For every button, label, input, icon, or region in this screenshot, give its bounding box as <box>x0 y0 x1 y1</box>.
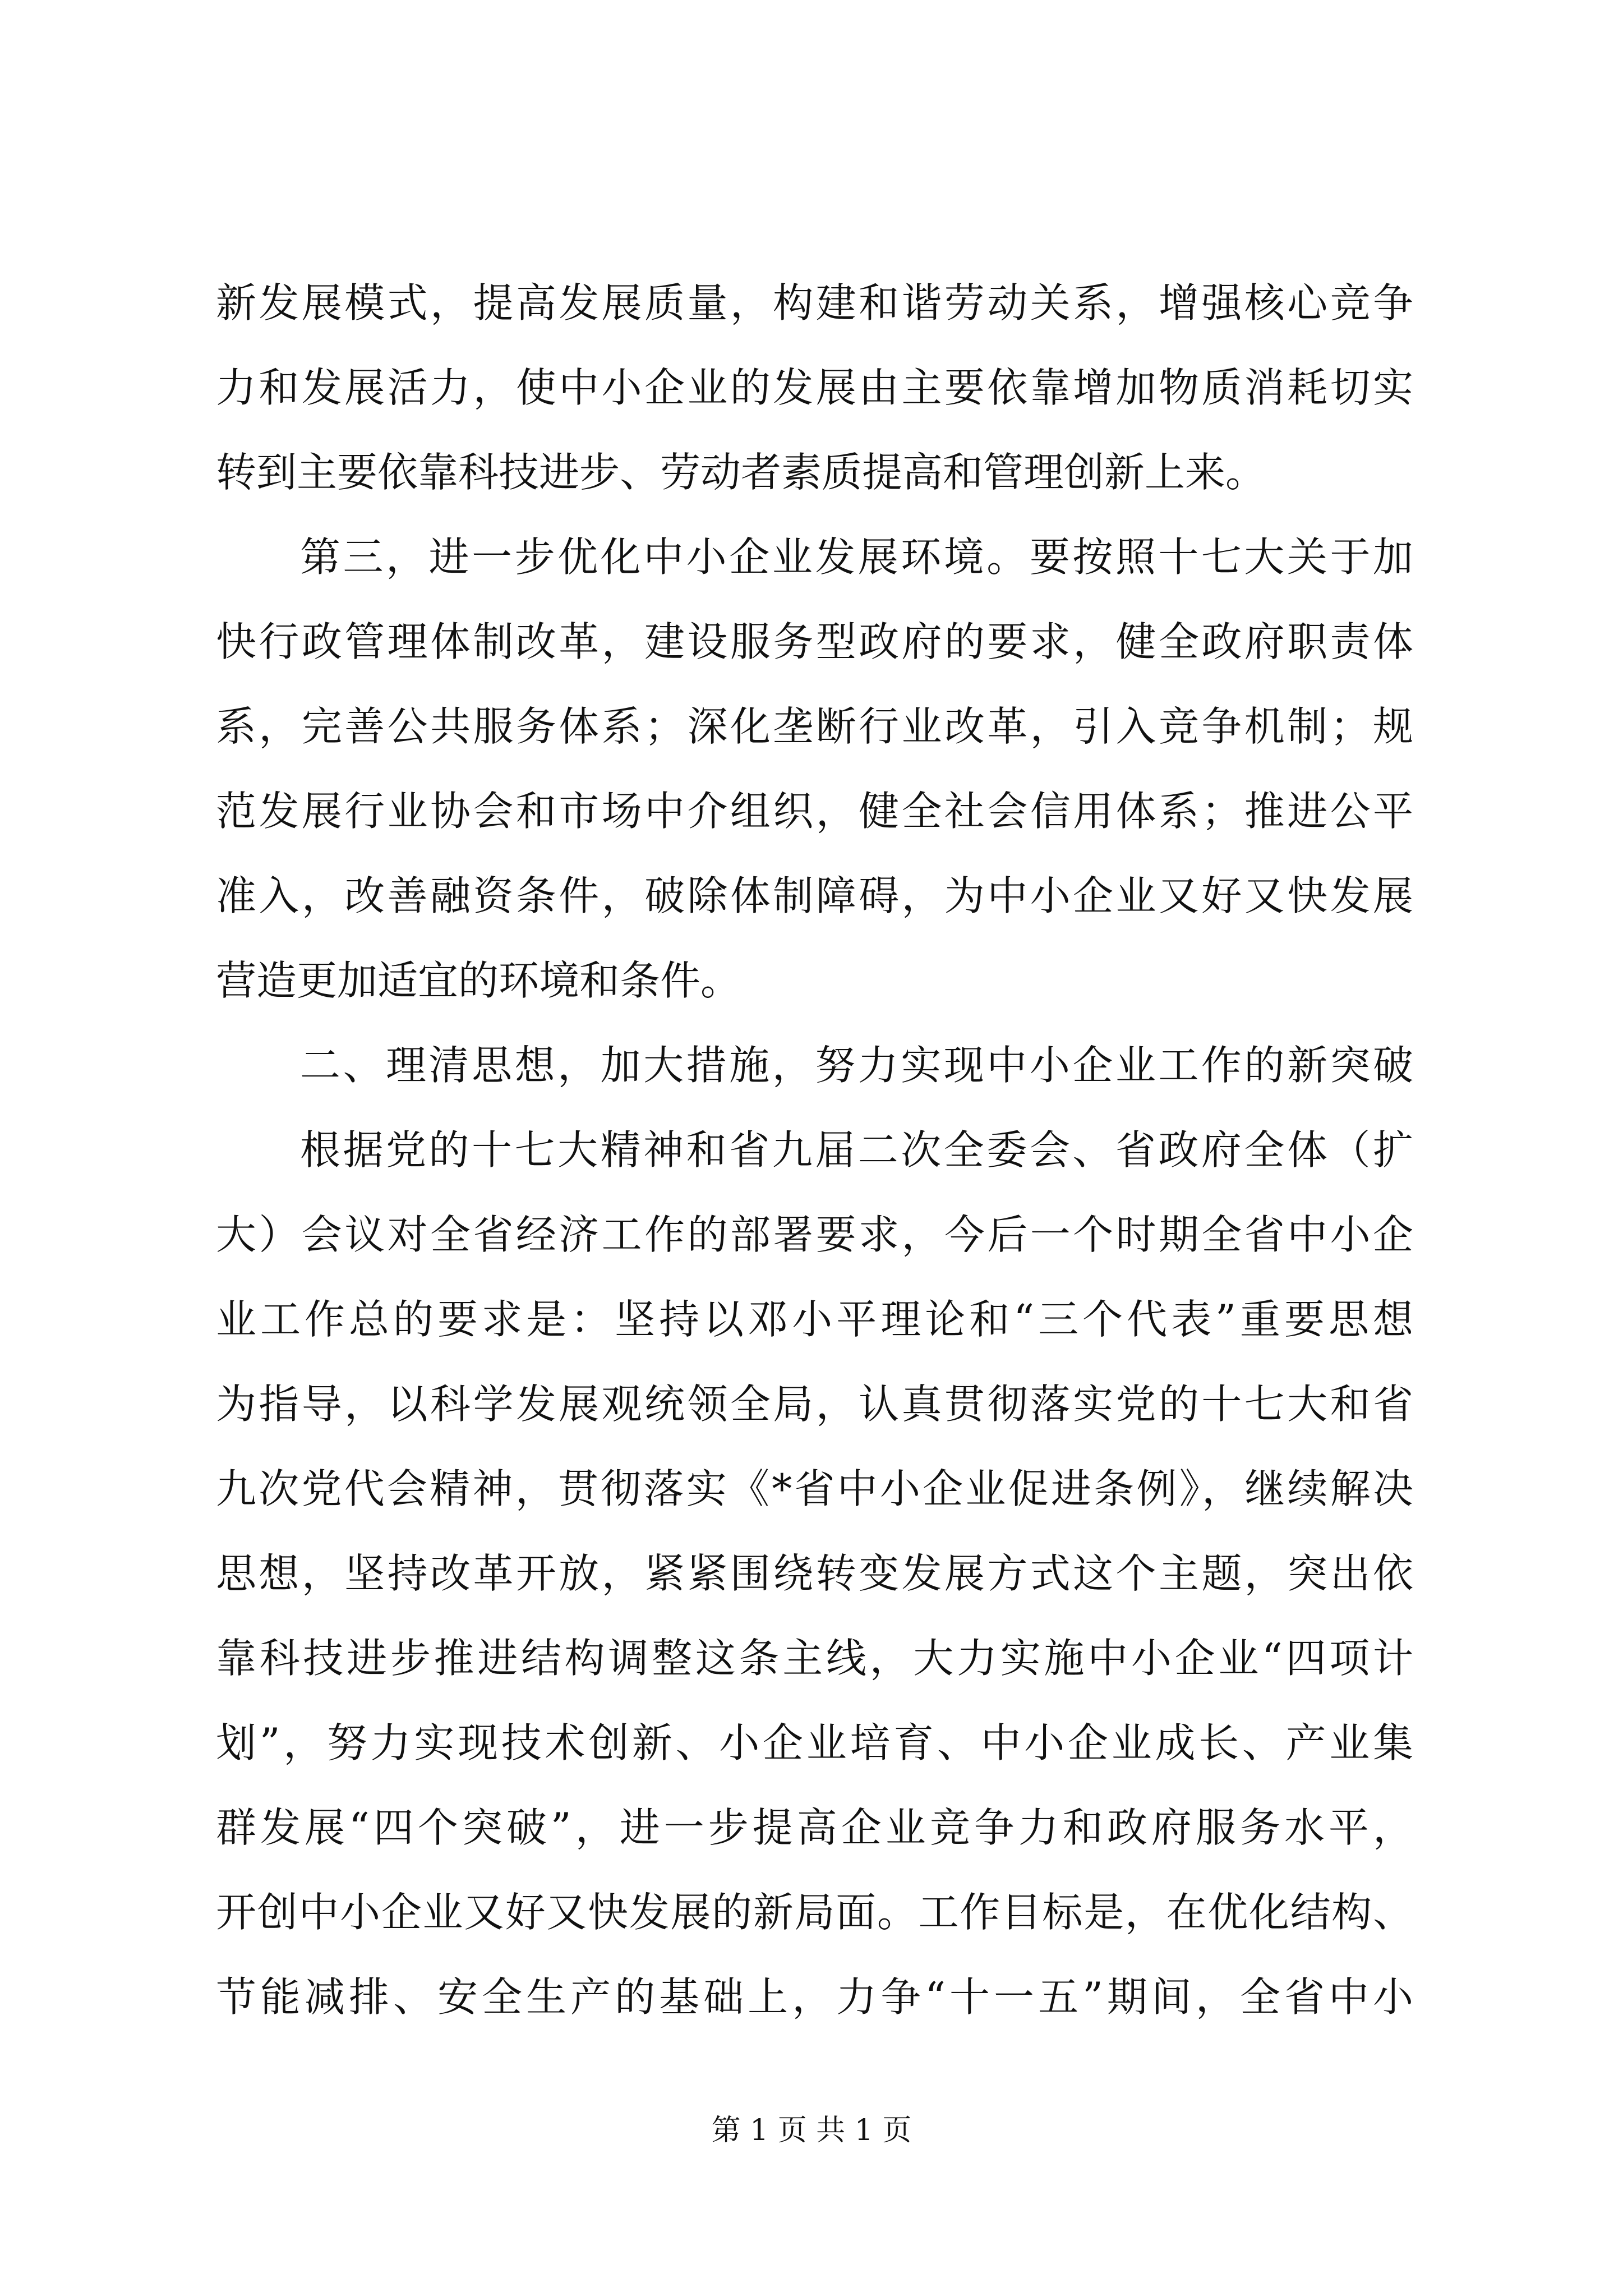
text-line: 为指导，以科学发展观统领全局，认真贯彻落实党的十七大和省 <box>216 1381 1413 1428</box>
text-line: 九次党代会精神，贯彻落实《*省中小企业促进条例》，继续解决 <box>216 1465 1413 1512</box>
text-line: 靠科技进步推进结构调整这条主线，大力实施中小企业“四项计 <box>216 1635 1413 1682</box>
text-line: 第三，进一步优化中小企业发展环境。要按照十七大关于加 <box>300 533 1413 581</box>
text-line: 快行政管理体制改革，建设服务型政府的要求，健全政府职责体 <box>216 618 1413 665</box>
text-line: 业工作总的要求是：坚持以邓小平理论和“三个代表”重要思想 <box>216 1296 1413 1343</box>
page-footer: 第 1 页 共 1 页 <box>711 2114 912 2147</box>
text-line: 大）会议对全省经济工作的部署要求，今后一个时期全省中小企 <box>216 1211 1413 1258</box>
text-line: 开创中小企业又好又快发展的新局面。工作目标是，在优化结构、 <box>216 1889 1413 1936</box>
text-line: 范发展行业协会和市场中介组织，健全社会信用体系；推进公平 <box>216 788 1413 835</box>
text-line: 营造更加适宜的环境和条件。 <box>216 957 741 1004</box>
text-line: 准入，改善融资条件，破除体制障碍，为中小企业又好又快发展 <box>216 872 1413 919</box>
text-line: 新发展模式，提高发展质量，构建和谐劳动关系，增强核心竞争 <box>216 279 1413 326</box>
document-body <box>216 261 1413 2040</box>
text-line: 节能减排、安全生产的基础上，力争“十一五”期间，全省中小 <box>216 1973 1413 2021</box>
text-line: 转到主要依靠科技进步、劳动者素质提高和管理创新上来。 <box>216 449 1266 496</box>
text-line: 划”，努力实现技术创新、小企业培育、中小企业成长、产业集 <box>216 1719 1413 1766</box>
text-line: 思想，坚持改革开放，紧紧围绕转变发展方式这个主题，突出依 <box>216 1550 1413 1597</box>
text-line: 二、理清思想，加大措施，努力实现中小企业工作的新突破 <box>300 1042 1413 1089</box>
text-line: 群发展“四个突破”，进一步提高企业竞争力和政府服务水平， <box>216 1804 1413 1851</box>
text-line: 根据党的十七大精神和省九届二次全委会、省政府全体（扩 <box>300 1126 1413 1174</box>
text-line: 系，完善公共服务体系；深化垄断行业改革，引入竞争机制；规 <box>216 703 1413 750</box>
text-line: 力和发展活力，使中小企业的发展由主要依靠增加物质消耗切实 <box>216 364 1413 411</box>
